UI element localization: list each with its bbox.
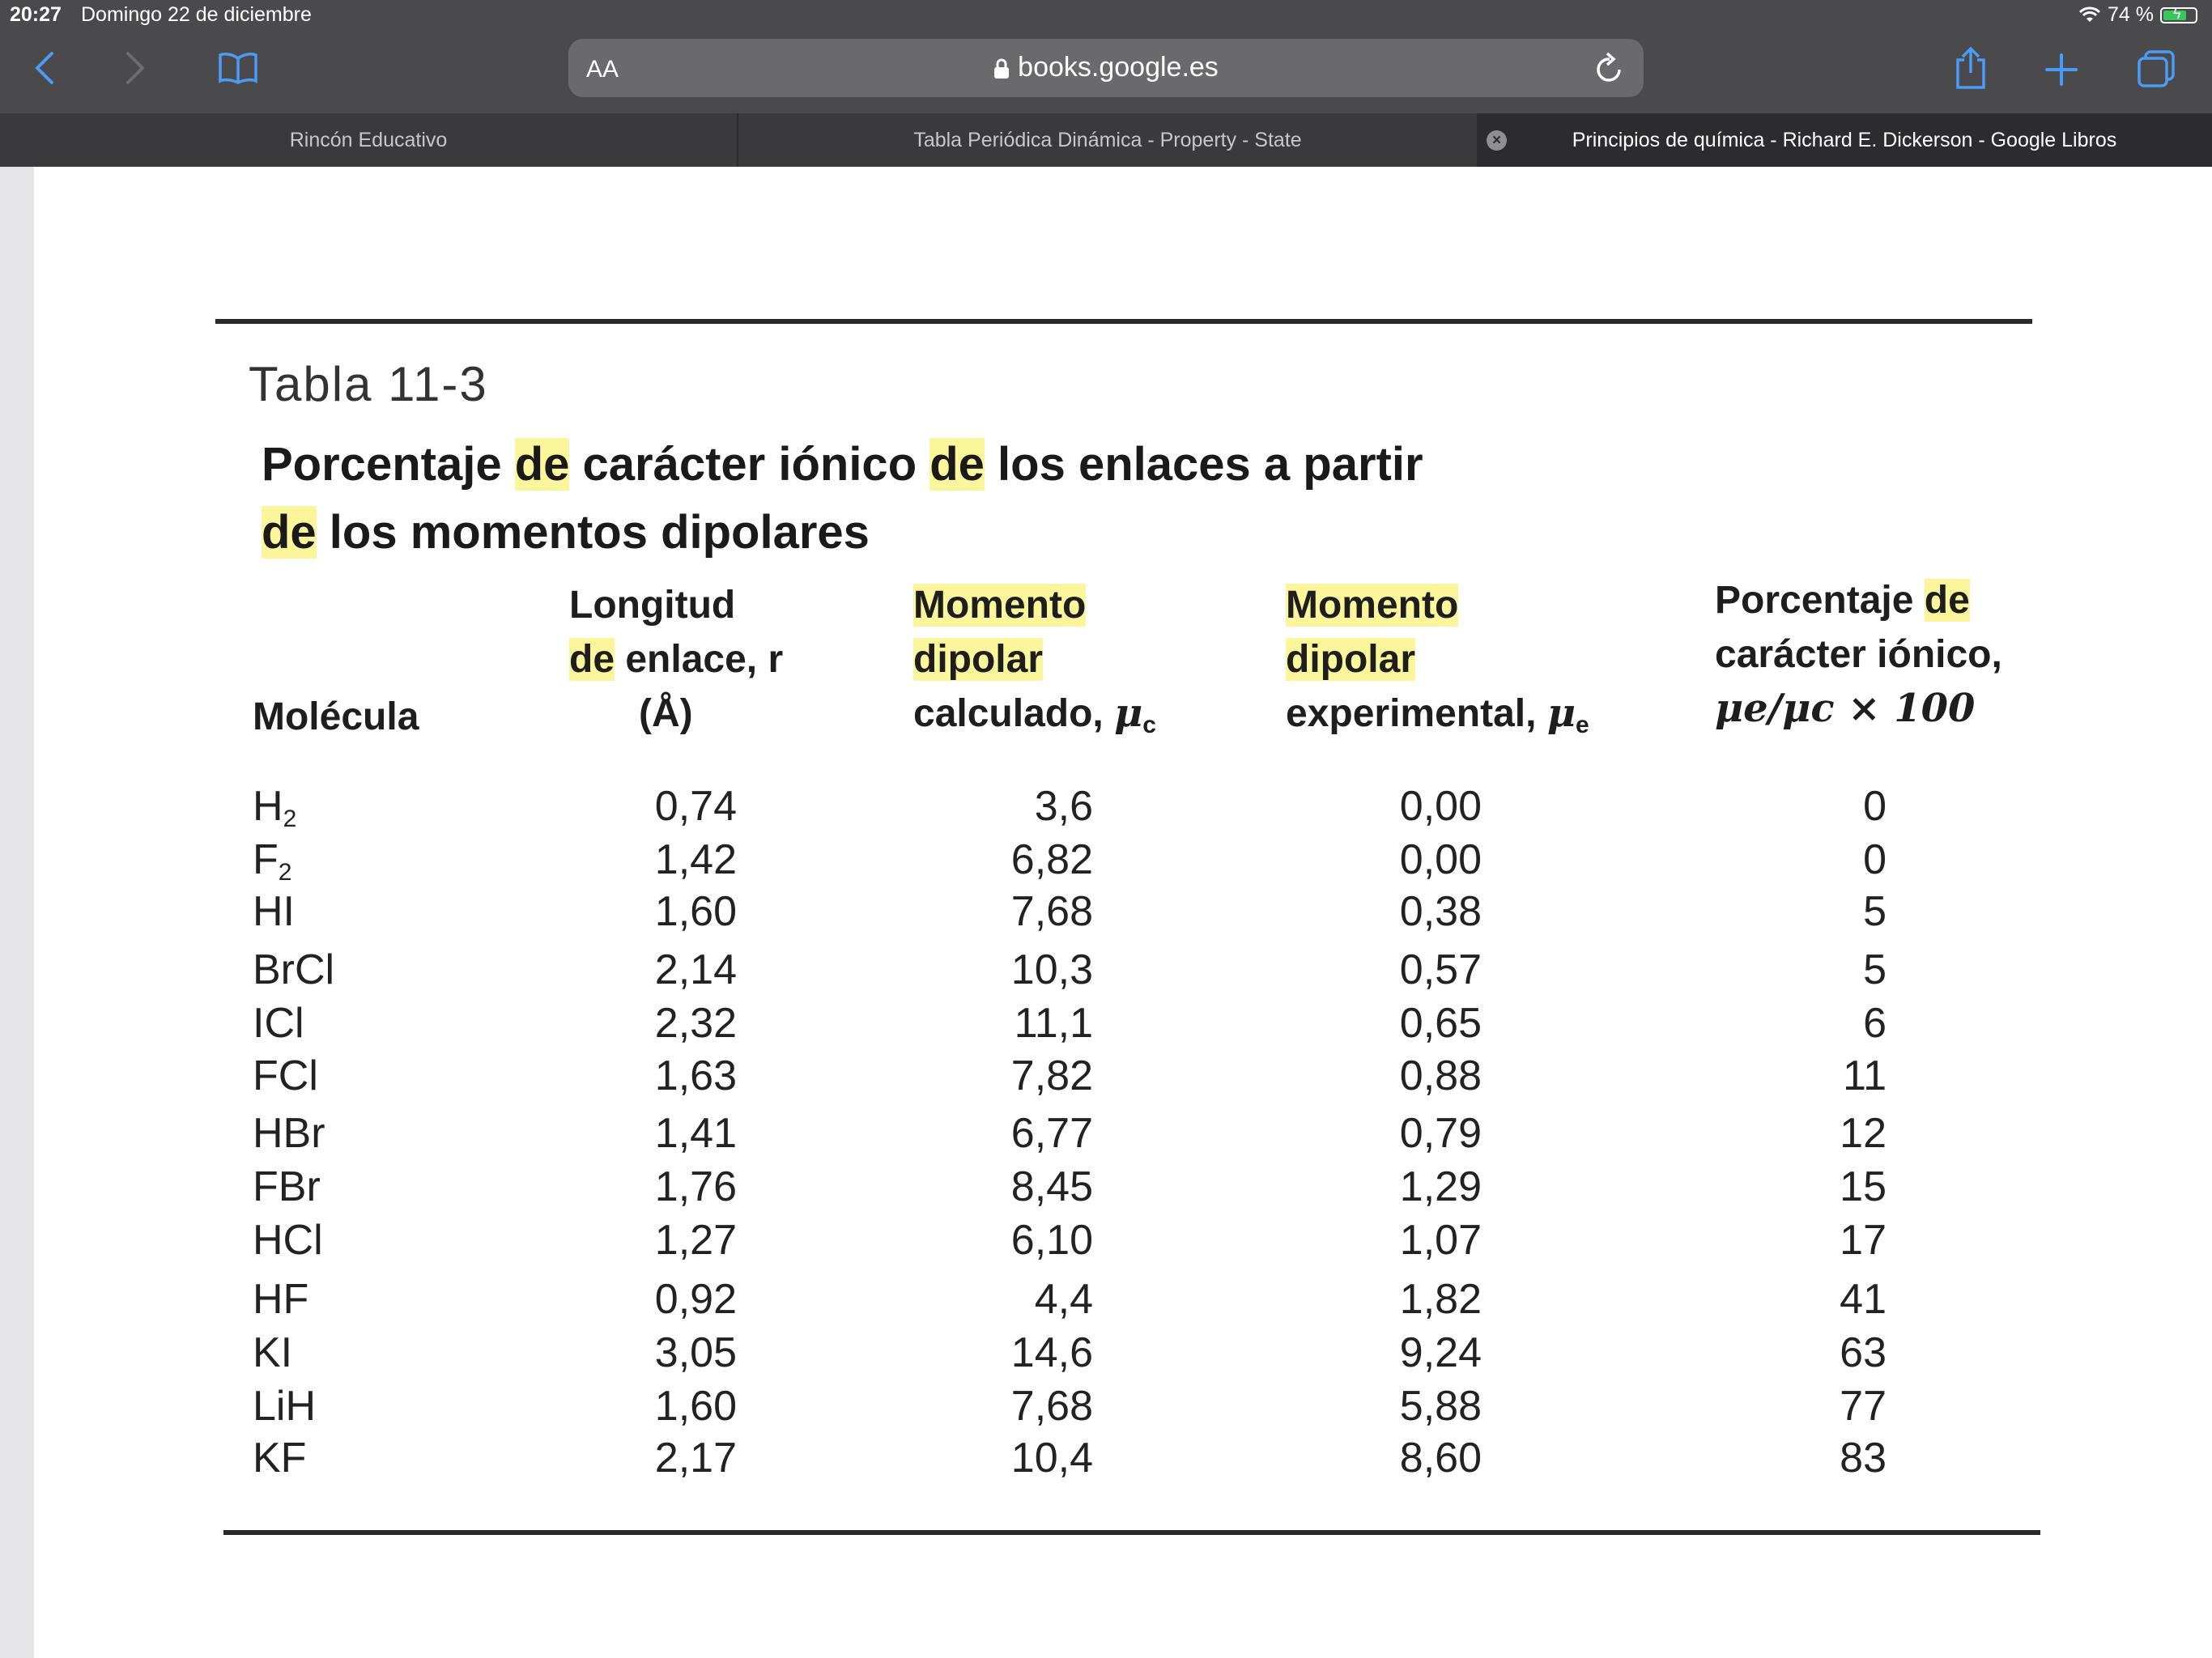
- tab-rincon-educativo[interactable]: [0, 113, 738, 167]
- title-text: carácter iónico: [569, 438, 930, 491]
- cell-bond-length: 2,14: [654, 946, 737, 993]
- cell-bond-length: 1,63: [654, 1052, 737, 1099]
- tabs-overview-icon[interactable]: [2136, 49, 2176, 89]
- tab-strip: [0, 113, 2212, 167]
- mu-subscript: c: [1142, 712, 1156, 738]
- molecule-formula: HBr: [253, 1110, 325, 1157]
- mu-symbol: μ: [1546, 691, 1576, 736]
- cell-calculated-dipole: 7,82: [1010, 1052, 1093, 1099]
- cell-calculated-dipole: 6,77: [1010, 1110, 1093, 1157]
- cell-calculated-dipole: 7,68: [1010, 888, 1093, 935]
- header-ionic-percent: [1715, 573, 2002, 736]
- cell-molecule: [253, 887, 295, 936]
- header-highlight: dipolar: [1286, 638, 1416, 681]
- cell-calculated-dipole: 14,6: [1010, 1329, 1093, 1376]
- header-experimental-dipole: [1286, 578, 1589, 752]
- cell-ionic-percent: 17: [1840, 1217, 1887, 1264]
- share-icon[interactable]: [1953, 45, 1989, 91]
- header-text: carácter iónico,: [1715, 633, 2002, 676]
- cell-experimental-dipole: 0,65: [1399, 1000, 1482, 1047]
- header-text: experimental,: [1286, 692, 1547, 735]
- page-margin: [0, 167, 34, 1658]
- reload-icon[interactable]: [1593, 50, 1626, 86]
- cell-experimental-dipole: 0,88: [1399, 1052, 1482, 1099]
- title-text: los enlaces a partir: [984, 438, 1423, 491]
- aa-label: AA: [586, 56, 619, 83]
- molecule-formula: BrCl: [253, 946, 335, 993]
- cell-ionic-percent: 5: [1863, 946, 1887, 993]
- cell-calculated-dipole: 10,4: [1010, 1435, 1093, 1482]
- molecule-formula: F: [253, 836, 279, 883]
- cell-bond-length: 2,17: [654, 1435, 737, 1482]
- cell-experimental-dipole: 9,24: [1399, 1329, 1482, 1376]
- forward-icon[interactable]: [123, 50, 147, 86]
- cell-experimental-dipole: 0,57: [1399, 946, 1482, 993]
- header-bond-length: [569, 578, 783, 741]
- cell-ionic-percent: 11: [1843, 1052, 1887, 1099]
- cell-calculated-dipole: 7,68: [1010, 1383, 1093, 1430]
- close-tab-icon[interactable]: ×: [1487, 130, 1507, 151]
- table-title: [262, 431, 1638, 567]
- tab-label: Rincón Educativo: [289, 129, 448, 151]
- cell-calculated-dipole: 6,10: [1010, 1217, 1093, 1264]
- molecule-formula: KF: [253, 1435, 307, 1482]
- header-highlight: Momento: [913, 584, 1087, 627]
- molecule-formula: HCl: [253, 1217, 323, 1264]
- cell-molecule: [253, 782, 296, 844]
- cell-ionic-percent: 6: [1863, 1000, 1887, 1047]
- cell-molecule: [253, 1329, 292, 1377]
- title-highlight: de: [262, 506, 317, 559]
- url-text: books.google.es: [1018, 52, 1219, 83]
- title-highlight: de: [514, 438, 570, 491]
- title-text: los momentos dipolares: [316, 506, 870, 559]
- cell-calculated-dipole: 3,6: [1034, 783, 1093, 830]
- molecule-formula: HF: [253, 1276, 309, 1323]
- header-text: (Å): [639, 692, 693, 735]
- address-bar[interactable]: [568, 39, 1644, 97]
- cell-calculated-dipole: 6,82: [1010, 836, 1093, 883]
- cell-experimental-dipole: 5,88: [1399, 1383, 1482, 1430]
- molecule-formula: HI: [253, 888, 295, 935]
- header-calculated-dipole: [913, 578, 1156, 752]
- cell-molecule: [253, 1434, 306, 1482]
- status-date: Domingo 22 de diciembre: [81, 3, 312, 26]
- cell-bond-length: 1,27: [654, 1217, 737, 1264]
- molecule-formula: LiH: [253, 1383, 317, 1430]
- cell-bond-length: 0,92: [654, 1276, 737, 1323]
- cell-bond-length: 1,41: [654, 1110, 737, 1157]
- tab-principios-quimica[interactable]: [1477, 113, 2212, 167]
- status-bar: [0, 0, 2212, 32]
- header-text: Porcentaje: [1715, 579, 1925, 622]
- cell-bond-length: 0,74: [654, 783, 737, 830]
- tab-label: Principios de química - Richard E. Dickerson - Google Libros: [1572, 129, 2117, 151]
- cell-ionic-percent: 77: [1840, 1383, 1887, 1430]
- header-text: enlace, r: [615, 638, 784, 681]
- title-text: Porcentaje: [262, 438, 515, 491]
- status-indicators: [2078, 3, 2197, 27]
- molecule-formula: ICl: [253, 1000, 304, 1047]
- cell-ionic-percent: 83: [1840, 1435, 1887, 1482]
- tab-label: Tabla Periódica Dinámica - Property - State: [913, 129, 1302, 151]
- bottom-rule: [223, 1530, 2040, 1535]
- bookmarks-icon[interactable]: [219, 52, 257, 84]
- header-text: Longitud: [569, 584, 736, 627]
- status-time: 20:27: [10, 3, 62, 26]
- cell-calculated-dipole: 4,4: [1034, 1276, 1093, 1323]
- cell-molecule: [253, 946, 334, 994]
- cell-ionic-percent: 15: [1840, 1163, 1887, 1210]
- cell-molecule: [253, 1109, 325, 1158]
- cell-experimental-dipole: 1,29: [1399, 1163, 1482, 1210]
- url-display[interactable]: [568, 52, 1644, 83]
- cell-ionic-percent: 5: [1863, 888, 1887, 935]
- cell-bond-length: 1,60: [654, 1383, 737, 1430]
- cell-experimental-dipole: 1,82: [1399, 1276, 1482, 1323]
- molecule-subscript: 2: [283, 806, 297, 832]
- mu-subscript: e: [1575, 712, 1589, 738]
- cell-experimental-dipole: 0,00: [1399, 836, 1482, 883]
- battery-icon: ϟ: [2160, 7, 2197, 23]
- cell-calculated-dipole: 11,1: [1014, 1000, 1093, 1047]
- mu-symbol: μ: [1114, 691, 1143, 736]
- cell-bond-length: 3,05: [654, 1329, 737, 1376]
- cell-ionic-percent: 0: [1863, 783, 1887, 830]
- cell-calculated-dipole: 10,3: [1010, 946, 1093, 993]
- cell-experimental-dipole: 1,07: [1399, 1217, 1482, 1264]
- cell-experimental-dipole: 0,00: [1399, 783, 1482, 830]
- cell-ionic-percent: 12: [1840, 1110, 1887, 1157]
- browser-toolbar: [0, 32, 2212, 113]
- cell-bond-length: 1,76: [654, 1163, 737, 1210]
- cell-bond-length: 1,60: [654, 888, 737, 935]
- header-text: calculado,: [913, 692, 1115, 735]
- cell-experimental-dipole: 0,38: [1399, 888, 1482, 935]
- ratio-formula: μe/μc × 100: [1715, 686, 1976, 731]
- cell-ionic-percent: 41: [1840, 1276, 1887, 1323]
- cell-molecule: [253, 1382, 316, 1431]
- header-highlight: Momento: [1286, 584, 1459, 627]
- cell-bond-length: 1,42: [654, 836, 737, 883]
- molecule-formula: FBr: [253, 1163, 321, 1210]
- header-highlight: dipolar: [913, 638, 1044, 681]
- battery-percent: 74 %: [2108, 3, 2154, 26]
- cell-molecule: [253, 1216, 323, 1265]
- cell-calculated-dipole: 8,45: [1010, 1163, 1093, 1210]
- back-icon[interactable]: [32, 50, 57, 86]
- table-number: Tabla 11-3: [249, 357, 488, 411]
- new-tab-icon[interactable]: [2044, 52, 2079, 87]
- header-molecule: Molécula: [253, 695, 419, 738]
- top-rule: [215, 319, 2032, 324]
- lock-icon: [993, 58, 1010, 79]
- molecule-formula: FCl: [253, 1052, 318, 1099]
- cell-ionic-percent: 63: [1840, 1329, 1887, 1376]
- cell-experimental-dipole: 0,79: [1399, 1110, 1482, 1157]
- cell-molecule: [253, 1275, 308, 1324]
- molecule-subscript: 2: [278, 859, 292, 886]
- cell-bond-length: 2,32: [654, 1000, 737, 1047]
- molecule-formula: KI: [253, 1329, 293, 1376]
- cell-molecule: [253, 1163, 321, 1211]
- wifi-icon: [2078, 6, 2101, 24]
- title-highlight: de: [929, 438, 985, 491]
- cell-molecule: [253, 999, 304, 1048]
- header-highlight: de: [1924, 579, 1970, 622]
- header-highlight: de: [569, 638, 615, 681]
- cell-ionic-percent: 0: [1863, 836, 1887, 883]
- cell-molecule: [253, 1052, 318, 1100]
- molecule-formula: H: [253, 783, 283, 830]
- tab-tabla-periodica[interactable]: [738, 113, 1477, 167]
- cell-experimental-dipole: 8,60: [1399, 1435, 1482, 1482]
